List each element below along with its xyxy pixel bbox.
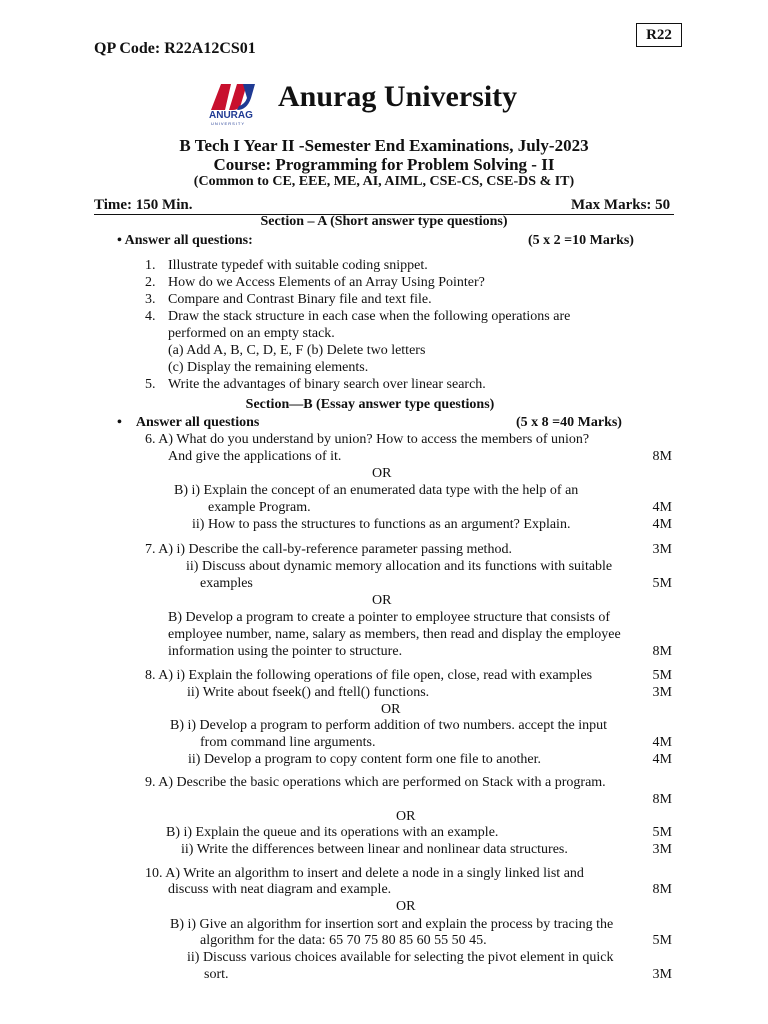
question-line: B) i) Develop a program to perform addition of two numbers. accept the input [170, 718, 607, 733]
qp-code: QP Code: R22A12CS01 [94, 40, 256, 57]
max-marks: Max Marks: 50 [571, 197, 671, 213]
question-line: discuss with neat diagram and example. [168, 882, 392, 897]
or-separator: OR [381, 702, 401, 717]
question-line: B) i) Give an algorithm for insertion sort and explain the process by tracing the [170, 917, 614, 932]
question-text: Illustrate typedef with suitable coding snippet. [168, 258, 428, 273]
university-name: Anurag University [278, 80, 518, 113]
question-text: performed on an empty stack. [168, 326, 335, 341]
regulation-badge: R22 [636, 23, 682, 47]
question-marks: 8M [652, 644, 672, 659]
question-text: (a) Add A, B, C, D, E, F (b) Delete two letters [168, 343, 426, 358]
question-line: algorithm for the data: 65 70 75 80 85 60 55 50 45. [200, 933, 487, 948]
question-marks: 5M [652, 933, 672, 948]
question-number: 1. [145, 258, 156, 273]
question-line: examples [200, 576, 253, 591]
section-b-title: Section—B (Essay answer type questions) [245, 397, 495, 412]
question-text: Compare and Contrast Binary file and text file. [168, 292, 432, 307]
question-line: ii) Develop a program to copy content form one file to another. [188, 752, 542, 767]
question-marks: 5M [652, 825, 672, 840]
exam-title: B Tech I Year II -Semester End Examinations, July-2023 [179, 136, 589, 155]
question-marks: 4M [652, 517, 672, 532]
question-marks: 8M [652, 449, 672, 464]
question-line: 10. A) Write an algorithm to insert and delete a node in a singly linked list and [145, 866, 584, 881]
question-number: 3. [145, 292, 156, 307]
question-text: How do we Access Elements of an Array Using Pointer? [168, 275, 485, 290]
question-line: from command line arguments. [200, 735, 376, 750]
question-line: B) i) Explain the concept of an enumerated data type with the help of an [174, 483, 579, 498]
section-a-instruction: • Answer all questions: [117, 233, 253, 248]
question-marks: 4M [652, 500, 672, 515]
question-line: And give the applications of it. [168, 449, 342, 464]
time: Time: 150 Min. [94, 197, 193, 213]
section-a-instruction-text: Answer all questions: [124, 233, 253, 248]
question-marks: 3M [652, 542, 672, 557]
logo-text: ANURAG [209, 110, 253, 121]
university-logo [207, 80, 267, 126]
question-line: 8. A) i) Explain the following operations of file open, close, read with examples [145, 668, 593, 683]
question-line: 6. A) What do you understand by union? How to access the members of union? [145, 432, 590, 447]
question-marks: 5M [652, 668, 672, 683]
question-number: 2. [145, 275, 156, 290]
section-b-marks: (5 x 8 =40 Marks) [516, 415, 622, 430]
question-line: ii) Write the differences between linear and nonlinear data structures. [181, 842, 568, 857]
question-line: B) i) Explain the queue and its operations with an example. [166, 825, 499, 840]
or-separator: OR [372, 466, 392, 481]
question-line: ii) Discuss various choices available for selecting the pivot element in quick [187, 950, 614, 965]
or-separator: OR [396, 809, 416, 824]
course-title: Course: Programming for Problem Solving - II [213, 155, 555, 174]
question-line: example Program. [208, 500, 311, 515]
question-marks: 5M [652, 576, 672, 591]
question-line: sort. [204, 967, 229, 982]
question-marks: 3M [652, 967, 672, 982]
question-line: B) Develop a program to create a pointer to employee structure that consists of [168, 610, 611, 625]
question-marks: 3M [652, 842, 672, 857]
question-marks: 4M [652, 752, 672, 767]
section-a-title: Section – A (Short answer type questions) [260, 214, 508, 229]
question-line: employee number, name, salary as members, then read and display the employee [168, 627, 621, 642]
common-to: (Common to CE, EEE, ME, AI, AIML, CSE-CS, CSE-DS & IT) [193, 174, 575, 189]
question-marks: 4M [652, 735, 672, 750]
section-b-instruction-text: Answer all questions [135, 415, 260, 430]
question-line: ii) How to pass the structures to functions as an argument? Explain. [192, 517, 571, 532]
question-marks: 8M [652, 882, 672, 897]
section-a-marks: (5 x 2 =10 Marks) [528, 233, 634, 248]
section-b-instruction: • Answer all questions [117, 415, 260, 430]
question-line: information using the pointer to structure. [168, 644, 403, 659]
or-separator: OR [396, 899, 416, 914]
question-marks: 8M [652, 792, 672, 807]
question-number: 4. [145, 309, 156, 324]
logo-subtext: UNIVERSITY [211, 121, 246, 126]
question-text: Draw the stack structure in each case when the following operations are [168, 309, 571, 324]
question-text: Write the advantages of binary search over linear search. [168, 377, 486, 392]
question-line: ii) Write about fseek() and ftell() functions. [187, 685, 430, 700]
or-separator: OR [372, 593, 392, 608]
question-line: ii) Discuss about dynamic memory allocation and its functions with suitable [186, 559, 613, 574]
question-line: 9. A) Describe the basic operations which are performed on Stack with a program. [145, 775, 606, 790]
question-number: 5. [145, 377, 156, 392]
question-marks: 3M [652, 685, 672, 700]
question-text: (c) Display the remaining elements. [168, 360, 369, 375]
question-line: 7. A) i) Describe the call-by-reference parameter passing method. [145, 542, 512, 557]
